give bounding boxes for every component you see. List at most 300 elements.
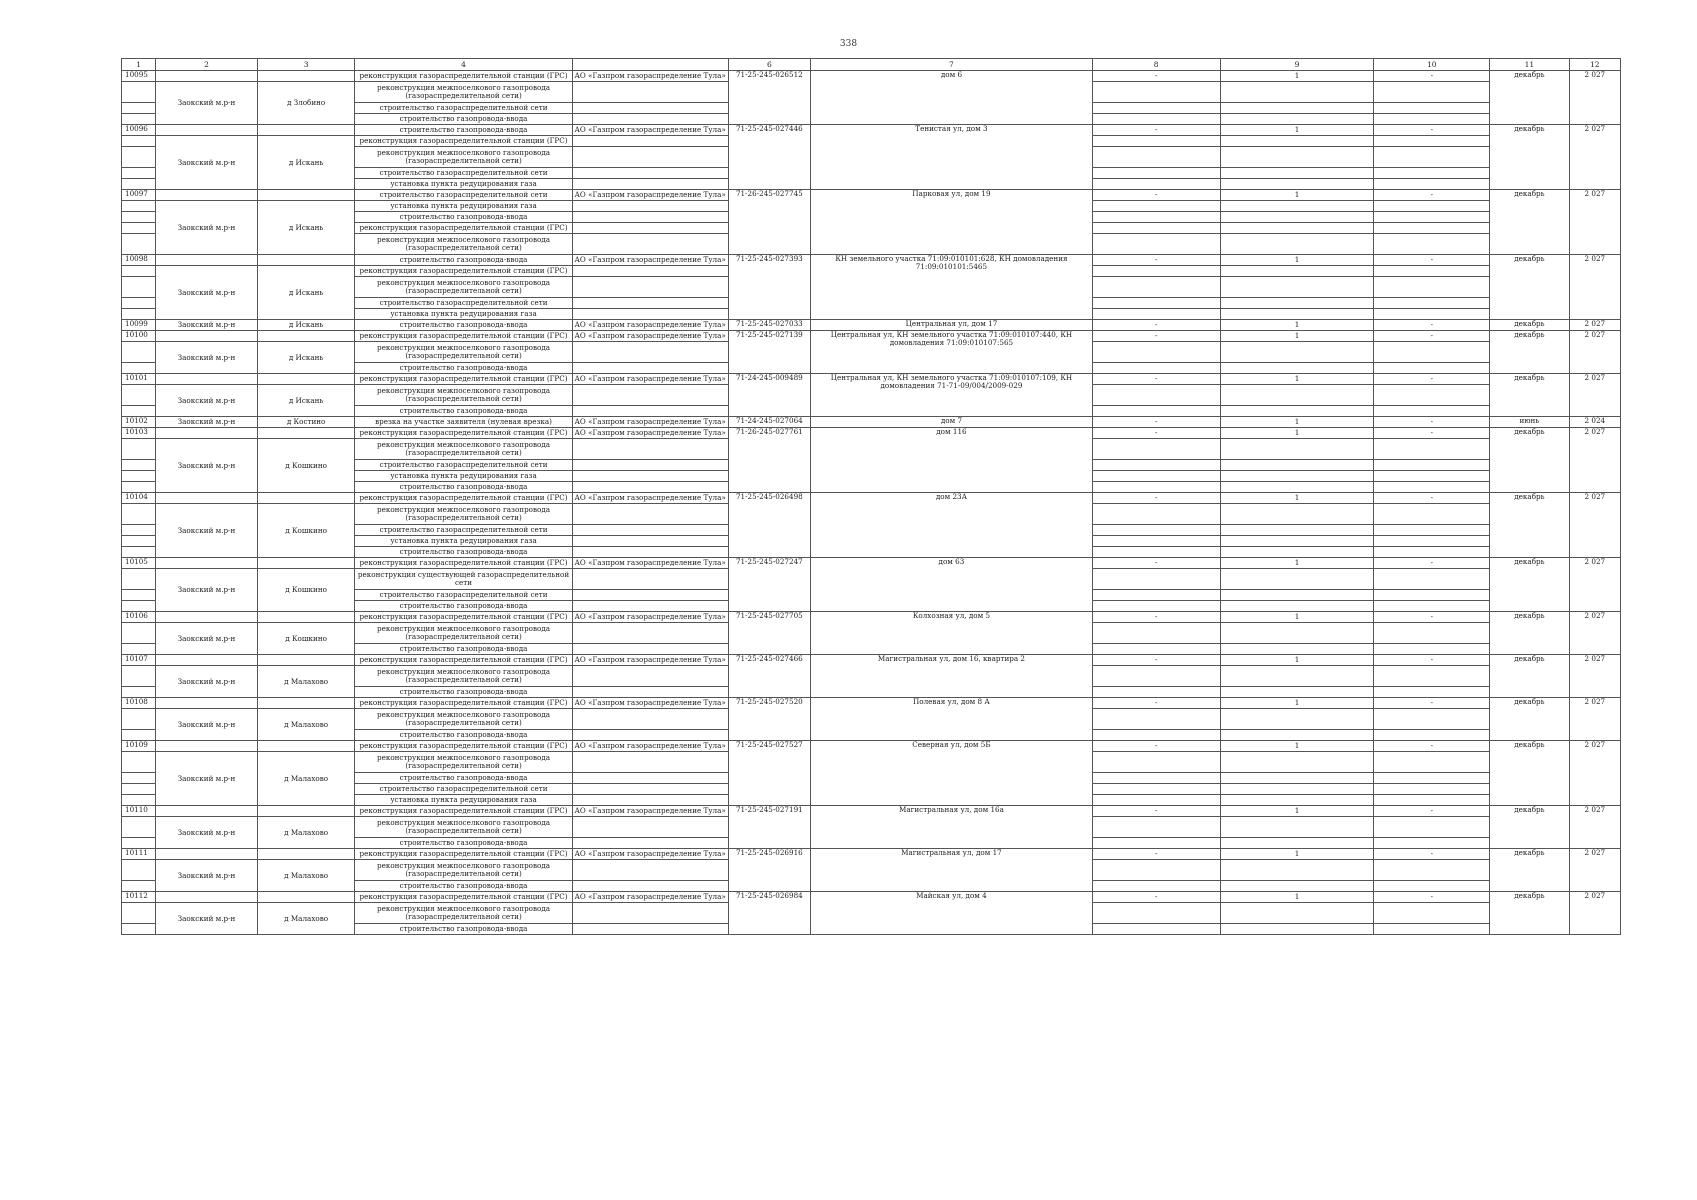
blank-cell [1374, 687, 1490, 698]
header-row [122, 59, 1621, 71]
blank-cell [122, 569, 156, 590]
col10-cell: - [1374, 493, 1490, 504]
blank-cell [1092, 644, 1220, 655]
blank-cell [1092, 784, 1220, 795]
column-header: 4 [355, 59, 572, 71]
work-type-cell: реконструкция существующей газораспределительной сети [355, 569, 572, 590]
record-id: 10099 [122, 320, 156, 331]
blank-cell [257, 612, 355, 623]
work-type-cell: строительство газопровода-ввода [355, 114, 572, 125]
year-cell: 2 027 [1569, 892, 1620, 935]
blank-cell [572, 525, 728, 536]
table-row [122, 320, 1621, 331]
work-type-cell: реконструкция межпоселкового газопровода (газораспределительной сети) [355, 666, 572, 687]
settlement-cell: д Кошкино [257, 439, 355, 493]
blank-cell [257, 892, 355, 903]
work-type-cell: строительство газораспределительной сети [355, 298, 572, 309]
blank-cell [1220, 644, 1374, 655]
blank-cell [1220, 114, 1374, 125]
blank-cell [1374, 212, 1490, 223]
blank-cell [572, 623, 728, 644]
work-type-cell: реконструкция межпоселкового газопровода (газораспределительной сети) [355, 903, 572, 924]
blank-cell [1374, 784, 1490, 795]
blank-cell [1092, 298, 1220, 309]
blank-cell [1092, 136, 1220, 147]
blank-cell [1220, 439, 1374, 460]
blank-cell [122, 234, 156, 255]
table-row [122, 190, 1621, 201]
blank-cell [1374, 547, 1490, 558]
blank-cell [1220, 266, 1374, 277]
blank-cell [156, 493, 258, 504]
col9-cell: 1 [1220, 698, 1374, 709]
blank-cell [156, 255, 258, 266]
district-cell: Заокский м.р-н [156, 136, 258, 190]
blank-cell [257, 849, 355, 860]
work-type-cell: строительство газопровода-ввода [355, 406, 572, 417]
blank-cell [1374, 903, 1490, 924]
month-cell: декабрь [1490, 806, 1569, 849]
blank-cell [1220, 406, 1374, 417]
blank-cell [1092, 525, 1220, 536]
blank-cell [122, 773, 156, 784]
blank-cell [1092, 817, 1220, 838]
organization-cell: АО «Газпром газораспределение Тула» [572, 331, 728, 342]
blank-cell [1092, 234, 1220, 255]
month-cell: декабрь [1490, 320, 1569, 331]
organization-cell: АО «Газпром газораспределение Тула» [572, 806, 728, 817]
col9-cell: 1 [1220, 428, 1374, 439]
blank-cell [257, 806, 355, 817]
col10-cell: - [1374, 698, 1490, 709]
work-type-cell: реконструкция газораспределительной станции (ГРС) [355, 806, 572, 817]
page-number: 338 [839, 39, 858, 49]
application-number-cell: 71-26-245-027745 [728, 190, 810, 255]
application-number-cell: 71-25-245-027033 [728, 320, 810, 331]
work-type-cell: реконструкция межпоселкового газопровода (газораспределительной сети) [355, 385, 572, 406]
blank-cell [1374, 536, 1490, 547]
blank-cell [1092, 309, 1220, 320]
settlement-cell: д Малахово [257, 903, 355, 935]
blank-cell [156, 698, 258, 709]
blank-cell [1092, 590, 1220, 601]
col10-cell: - [1374, 849, 1490, 860]
blank-cell [257, 558, 355, 569]
blank-cell [1220, 179, 1374, 190]
work-type-cell: реконструкция газораспределительной станции (ГРС) [355, 558, 572, 569]
work-type-cell: строительство газопровода-ввода [355, 924, 572, 935]
address-cell: Северная ул, дом 5Б [811, 741, 1093, 806]
blank-cell [1220, 363, 1374, 374]
blank-cell [572, 784, 728, 795]
blank-cell [1374, 342, 1490, 363]
work-type-cell: реконструкция межпоселкового газопровода (газораспределительной сети) [355, 147, 572, 168]
blank-cell [122, 817, 156, 838]
column-header: 8 [1092, 59, 1220, 71]
work-type-cell: строительство газопровода-ввода [355, 363, 572, 374]
blank-cell [572, 903, 728, 924]
blank-cell [122, 784, 156, 795]
blank-cell [1220, 547, 1374, 558]
blank-cell [572, 536, 728, 547]
blank-cell [1374, 881, 1490, 892]
blank-cell [572, 752, 728, 773]
blank-cell [572, 838, 728, 849]
blank-cell [1374, 525, 1490, 536]
year-cell: 2 027 [1569, 612, 1620, 655]
blank-cell [1220, 525, 1374, 536]
application-number-cell: 71-25-245-026916 [728, 849, 810, 892]
table-body [122, 71, 1621, 935]
organization-cell: АО «Газпром газораспределение Тула» [572, 892, 728, 903]
work-type-cell: установка пункта редуцирования газа [355, 201, 572, 212]
work-type-cell: реконструкция газораспределительной станции (ГРС) [355, 698, 572, 709]
blank-cell [572, 212, 728, 223]
col8-cell: - [1092, 806, 1220, 817]
blank-cell [1374, 569, 1490, 590]
work-type-cell: реконструкция межпоселкового газопровода (газораспределительной сети) [355, 752, 572, 773]
col10-cell: - [1374, 71, 1490, 82]
month-cell: декабрь [1490, 849, 1569, 892]
blank-cell [1220, 784, 1374, 795]
blank-cell [122, 266, 156, 277]
blank-cell [122, 795, 156, 806]
blank-cell [1374, 644, 1490, 655]
address-cell: Магистральная ул, дом 16а [811, 806, 1093, 849]
year-cell: 2 027 [1569, 698, 1620, 741]
blank-cell [1220, 201, 1374, 212]
blank-cell [1220, 298, 1374, 309]
work-type-cell: строительство газопровода-ввода [355, 255, 572, 266]
month-cell: декабрь [1490, 698, 1569, 741]
settlement-cell: д Малахово [257, 752, 355, 806]
blank-cell [1374, 179, 1490, 190]
year-cell: 2 027 [1569, 655, 1620, 698]
settlement-cell: д Малахово [257, 860, 355, 892]
col10-cell: - [1374, 428, 1490, 439]
table-row [122, 417, 1621, 428]
blank-cell [1374, 860, 1490, 881]
blank-cell [122, 709, 156, 730]
col10-cell: - [1374, 741, 1490, 752]
blank-cell [572, 439, 728, 460]
blank-cell [572, 309, 728, 320]
blank-cell [1374, 773, 1490, 784]
settlement-cell: д Искань [257, 385, 355, 417]
month-cell: декабрь [1490, 125, 1569, 190]
table-row [122, 612, 1621, 623]
district-cell: Заокский м.р-н [156, 623, 258, 655]
month-cell: декабрь [1490, 374, 1569, 417]
data-table [121, 58, 1621, 935]
blank-cell [1374, 730, 1490, 741]
year-cell: 2 027 [1569, 125, 1620, 190]
work-type-cell: реконструкция газораспределительной станции (ГРС) [355, 892, 572, 903]
blank-cell [1374, 471, 1490, 482]
blank-cell [257, 125, 355, 136]
blank-cell [1092, 82, 1220, 103]
blank-cell [1092, 666, 1220, 687]
blank-cell [1220, 136, 1374, 147]
work-type-cell: строительство газораспределительной сети [355, 590, 572, 601]
work-type-cell: установка пункта редуцирования газа [355, 795, 572, 806]
blank-cell [1374, 363, 1490, 374]
blank-cell [122, 460, 156, 471]
blank-cell [1374, 504, 1490, 525]
col8-cell: - [1092, 417, 1220, 428]
col9-cell: 1 [1220, 417, 1374, 428]
blank-cell [1220, 730, 1374, 741]
organization-cell: АО «Газпром газораспределение Тула» [572, 71, 728, 82]
table-row [122, 741, 1621, 752]
work-type-cell: строительство газопровода-ввода [355, 773, 572, 784]
address-cell: Полевая ул, дом 8 А [811, 698, 1093, 741]
col10-cell: - [1374, 655, 1490, 666]
address-cell: Центральная ул, дом 17 [811, 320, 1093, 331]
district-cell: Заокский м.р-н [156, 385, 258, 417]
blank-cell [1220, 687, 1374, 698]
work-type-cell: строительство газораспределительной сети [355, 103, 572, 114]
application-number-cell: 71-26-245-027761 [728, 428, 810, 493]
blank-cell [122, 136, 156, 147]
district-cell: Заокский м.р-н [156, 417, 258, 428]
blank-cell [122, 623, 156, 644]
year-cell: 2 027 [1569, 493, 1620, 558]
blank-cell [257, 493, 355, 504]
blank-cell [572, 471, 728, 482]
blank-cell [1092, 773, 1220, 784]
col10-cell: - [1374, 417, 1490, 428]
blank-cell [572, 687, 728, 698]
year-cell: 2 027 [1569, 374, 1620, 417]
settlement-cell: д Кошкино [257, 504, 355, 558]
blank-cell [1220, 773, 1374, 784]
year-cell: 2 024 [1569, 417, 1620, 428]
application-number-cell: 71-25-245-026984 [728, 892, 810, 935]
month-cell: июнь [1490, 417, 1569, 428]
work-type-cell: реконструкция межпоселкового газопровода (газораспределительной сети) [355, 82, 572, 103]
column-header: 1 [122, 59, 156, 71]
column-header: 10 [1374, 59, 1490, 71]
blank-cell [572, 924, 728, 935]
organization-cell: АО «Газпром газораспределение Тула» [572, 428, 728, 439]
blank-cell [122, 482, 156, 493]
blank-cell [1092, 168, 1220, 179]
blank-cell [1220, 168, 1374, 179]
col10-cell: - [1374, 331, 1490, 342]
blank-cell [1374, 924, 1490, 935]
blank-cell [122, 201, 156, 212]
work-type-cell: строительство газопровода-ввода [355, 644, 572, 655]
blank-cell [1092, 730, 1220, 741]
col8-cell: - [1092, 741, 1220, 752]
blank-cell [1374, 817, 1490, 838]
blank-cell [1092, 924, 1220, 935]
blank-cell [572, 298, 728, 309]
month-cell: декабрь [1490, 741, 1569, 806]
work-type-cell: реконструкция межпоселкового газопровода (газораспределительной сети) [355, 817, 572, 838]
organization-cell: АО «Газпром газораспределение Тула» [572, 741, 728, 752]
address-cell: КН земельного участка 71:09:010101:628, КН домовладения 71:09:010101:5465 [811, 255, 1093, 320]
record-id: 10110 [122, 806, 156, 817]
record-id: 10112 [122, 892, 156, 903]
district-cell: Заокский м.р-н [156, 817, 258, 849]
work-type-cell: строительство газопровода-ввода [355, 601, 572, 612]
work-type-cell: строительство газопровода-ввода [355, 881, 572, 892]
blank-cell [1374, 482, 1490, 493]
organization-cell: АО «Газпром газораспределение Тула» [572, 374, 728, 385]
year-cell: 2 027 [1569, 558, 1620, 612]
blank-cell [122, 385, 156, 406]
blank-cell [1092, 439, 1220, 460]
organization-cell: АО «Газпром газораспределение Тула» [572, 125, 728, 136]
work-type-cell: реконструкция газораспределительной станции (ГРС) [355, 655, 572, 666]
blank-cell [1220, 601, 1374, 612]
blank-cell [572, 223, 728, 234]
blank-cell [122, 536, 156, 547]
record-id: 10108 [122, 698, 156, 709]
blank-cell [122, 277, 156, 298]
table-row [122, 255, 1621, 266]
column-header: 7 [811, 59, 1093, 71]
col8-cell: - [1092, 698, 1220, 709]
table-row [122, 849, 1621, 860]
work-type-cell: установка пункта редуцирования газа [355, 471, 572, 482]
work-type-cell: реконструкция газораспределительной станции (ГРС) [355, 223, 572, 234]
col8-cell: - [1092, 849, 1220, 860]
blank-cell [1092, 482, 1220, 493]
table-row [122, 331, 1621, 342]
settlement-cell: д Кошкино [257, 569, 355, 612]
work-type-cell: реконструкция газораспределительной станции (ГРС) [355, 612, 572, 623]
blank-cell [1220, 709, 1374, 730]
blank-cell [1092, 838, 1220, 849]
blank-cell [1092, 201, 1220, 212]
blank-cell [1220, 277, 1374, 298]
blank-cell [572, 168, 728, 179]
blank-cell [122, 309, 156, 320]
year-cell: 2 027 [1569, 320, 1620, 331]
blank-cell [156, 331, 258, 342]
blank-cell [156, 892, 258, 903]
blank-cell [1092, 569, 1220, 590]
record-id: 10111 [122, 849, 156, 860]
blank-cell [1220, 924, 1374, 935]
work-type-cell: строительство газопровода-ввода [355, 687, 572, 698]
blank-cell [122, 666, 156, 687]
organization-cell: АО «Газпром газораспределение Тула» [572, 849, 728, 860]
record-id: 10096 [122, 125, 156, 136]
blank-cell [1092, 212, 1220, 223]
blank-cell [1092, 752, 1220, 773]
organization-cell: АО «Газпром газораспределение Тула» [572, 698, 728, 709]
blank-cell [1092, 406, 1220, 417]
settlement-cell: д Искань [257, 342, 355, 374]
column-header: 3 [257, 59, 355, 71]
blank-cell [122, 363, 156, 374]
work-type-cell: реконструкция газораспределительной станции (ГРС) [355, 71, 572, 82]
blank-cell [257, 741, 355, 752]
blank-cell [1092, 223, 1220, 234]
district-cell: Заокский м.р-н [156, 439, 258, 493]
settlement-cell: д Кошкино [257, 623, 355, 655]
application-number-cell: 71-25-245-027520 [728, 698, 810, 741]
blank-cell [122, 903, 156, 924]
blank-cell [156, 558, 258, 569]
year-cell: 2 027 [1569, 849, 1620, 892]
col10-cell: - [1374, 255, 1490, 266]
col10-cell: - [1374, 125, 1490, 136]
blank-cell [122, 168, 156, 179]
column-header: 9 [1220, 59, 1374, 71]
blank-cell [156, 806, 258, 817]
blank-cell [1092, 623, 1220, 644]
blank-cell [572, 277, 728, 298]
blank-cell [572, 201, 728, 212]
district-cell: Заокский м.р-н [156, 320, 258, 331]
col10-cell: - [1374, 374, 1490, 385]
record-id: 10097 [122, 190, 156, 201]
record-id: 10109 [122, 741, 156, 752]
column-header: 2 [156, 59, 258, 71]
application-number-cell: 71-25-245-027393 [728, 255, 810, 320]
blank-cell [1220, 234, 1374, 255]
work-type-cell: реконструкция межпоселкового газопровода (газораспределительной сети) [355, 342, 572, 363]
col8-cell: - [1092, 255, 1220, 266]
column-header: 11 [1490, 59, 1569, 71]
col9-cell: 1 [1220, 331, 1374, 342]
blank-cell [1220, 385, 1374, 406]
blank-cell [1374, 838, 1490, 849]
address-cell: Колхозная ул, дом 5 [811, 612, 1093, 655]
blank-cell [1092, 179, 1220, 190]
organization-cell: АО «Газпром газораспределение Тула» [572, 190, 728, 201]
blank-cell [122, 223, 156, 234]
work-type-cell: реконструкция межпоселкового газопровода (газораспределительной сети) [355, 234, 572, 255]
blank-cell [1220, 590, 1374, 601]
col9-cell: 1 [1220, 255, 1374, 266]
blank-cell [122, 439, 156, 460]
settlement-cell: д Малахово [257, 817, 355, 849]
blank-cell [1220, 817, 1374, 838]
blank-cell [572, 406, 728, 417]
organization-cell: АО «Газпром газораспределение Тула» [572, 320, 728, 331]
col8-cell: - [1092, 374, 1220, 385]
month-cell: декабрь [1490, 612, 1569, 655]
blank-cell [122, 471, 156, 482]
settlement-cell: д Костино [257, 417, 355, 428]
col8-cell: - [1092, 71, 1220, 82]
blank-cell [572, 644, 728, 655]
record-id: 10098 [122, 255, 156, 266]
application-number-cell: 71-25-245-027527 [728, 741, 810, 806]
work-type-cell: врезка на участке заявителя (нулевая врезка) [355, 417, 572, 428]
table-row [122, 493, 1621, 504]
settlement-cell: д Искань [257, 201, 355, 255]
col9-cell: 1 [1220, 493, 1374, 504]
blank-cell [1220, 103, 1374, 114]
blank-cell [257, 698, 355, 709]
district-cell: Заокский м.р-н [156, 266, 258, 320]
record-id: 10101 [122, 374, 156, 385]
col9-cell: 1 [1220, 374, 1374, 385]
blank-cell [1092, 363, 1220, 374]
organization-cell: АО «Газпром газораспределение Тула» [572, 558, 728, 569]
col8-cell: - [1092, 320, 1220, 331]
blank-cell [572, 114, 728, 125]
blank-cell [1374, 666, 1490, 687]
district-cell: Заокский м.р-н [156, 504, 258, 558]
